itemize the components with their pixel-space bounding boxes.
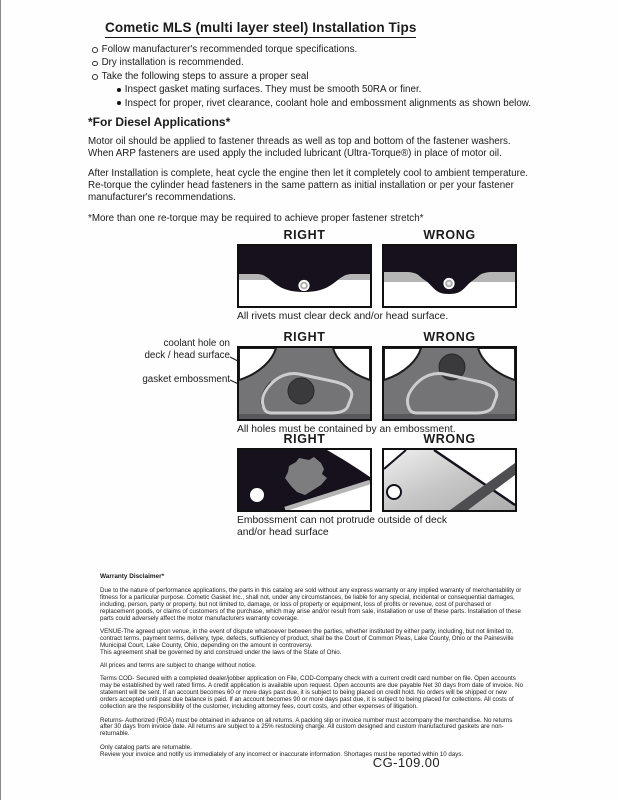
list-item-text: Follow manufacturer's recommended torque specifications. (101, 44, 358, 55)
page-title: Cometic MLS (multi layer steel) Installation Tips (105, 20, 416, 38)
figure-coolant-holes (237, 330, 517, 436)
warranty-paragraph: Returns- Authorized (RGA) must be obtained in advance on all returns. A packing slip or invoice number must accompany the merchandise. No returns after 30 days from invoice date. All returns are subject to a 25% restocking charge. All custom designed and custom manufactured gaskets are non-returnable. (100, 716, 513, 738)
annotation-text: coolant hole on (163, 338, 230, 349)
figure-boxes (237, 244, 517, 308)
coolant-wrong-art (384, 348, 515, 419)
document-code: CG-109.00 (372, 755, 440, 770)
list-item (117, 97, 547, 110)
warranty-text: VENUE-The agreed upon venue, in the event of dispute whatsoever between the parties, whether instituted by either party, including, but not limited to, contract terms, payment terms, delivery, type, defects, sufficiency of product, shall be the Court of Common Pleas, Lake County, Ohio or the Painesville Municipal Court, Lake County, Ohio, depending on the amount in controversy. (100, 627, 514, 649)
rivet-wrong-art (384, 246, 515, 306)
paragraph: After Installation is complete, heat cycle the engine then let it completely cool to ambient temperature. Re-torque the cylinder head fasteners in the same pattern as initial installation or per your fastener manufacturer's recommendations. (88, 168, 529, 203)
coolant-right-art (239, 348, 370, 419)
figure-rivet-clearance (237, 228, 517, 323)
paragraph: Motor oil should be applied to fastener threads as well as top and bottom of the fastener washers. When ARP fasteners are used apply the included lubricant (Ultra-Torque®) in place of motor oil. (88, 135, 511, 159)
warranty-text: This agreement shall be governed by and construed under the laws of the State of Ohio. (100, 648, 342, 656)
warranty-text: Review your invoice and notify us immediately of any incorrect or inaccurate information. Shortages must be reported within 10 days. (100, 750, 464, 758)
embossment-wrong-art (384, 450, 515, 510)
rivet-right-diagram (237, 244, 372, 308)
installation-tips-list (92, 43, 547, 110)
warranty-paragraph: Due to the nature of performance applications, the parts in this catalog are sold without any express warranty or any implied warranty of merchantability or fitness for a particular purpose. Cometic Gasket Inc., shall not, under any circumstances, be liable for any special, incidental or consequential damages, including, person, party or property, but not limited to, damage, or loss of property or equipment, loss of profits or revenue, cost of purchased or replacement goods, or claims of customers of the purchase, which may arise and/or result from sale, installation or use of these parts. Installation of these parts could adversely affect the motor manufacturers warranty coverage. (100, 586, 522, 622)
embossment-caption (237, 515, 517, 539)
figure-labels (237, 228, 517, 242)
section-heading: *For Diesel Applications* (88, 115, 231, 129)
list-item (117, 83, 547, 96)
right-label: RIGHT (283, 330, 326, 344)
right-label: RIGHT (283, 432, 326, 446)
coolant-right-diagram (237, 346, 372, 421)
embossment-wrong-diagram (382, 448, 517, 512)
figure-annotations (105, 338, 230, 386)
list-item-text: Inspect gasket mating surfaces. They must be smooth 50RA or finer. (124, 84, 422, 96)
list-item-text: Dry installation is recommended. (101, 57, 244, 69)
list-item-text: Inspect for proper, rivet clearance, coolant hole and embossment alignments as shown below. (124, 97, 532, 109)
open-circle-bullet-icon (92, 74, 98, 80)
warranty-paragraph: Terms COD- Secured with a completed dealer/jobber application on File, COD-Company check with a current credit card number on file. Open accounts may be established by well rated firms. A credit application is available upon request. Open accounts are due payable Net 30 days from date of invoice. No statement will be sent. If an account becomes 60 or more days past due, it is subject to being placed on credit hold. No orders will be shipped or new orders accepted until past due balance is paid. If an account becomes 90 or more days past due, it is subject to being placed for collections. All costs of collection are the responsibility of the customer, including attorney fees, court costs, and other expenses of litigation. (100, 675, 524, 711)
filled-bullet-icon (117, 88, 121, 92)
open-circle-bullet-icon (92, 61, 98, 67)
warranty-paragraph: All prices and terms are subject to change without notice. (100, 662, 257, 670)
figure-embossment-protrusion (237, 432, 517, 539)
coolant-wrong-diagram (382, 346, 517, 421)
list-item (92, 43, 547, 56)
figure-labels (237, 330, 517, 344)
filled-bullet-icon (117, 101, 121, 105)
open-circle-bullet-icon (92, 47, 98, 53)
embossment-right-art (239, 450, 370, 510)
caption-line: and/or head surface (237, 527, 329, 538)
wrong-label: WRONG (423, 330, 476, 344)
note-text: *More than one re-torque may be required to achieve proper fastener stretch* (88, 212, 424, 224)
caption-line: Embossment can not protrude outside of deck (237, 515, 448, 526)
annotation-text: deck / head surface (144, 349, 230, 361)
rivet-right-art (239, 246, 370, 306)
rivet-wrong-diagram (382, 244, 517, 308)
warranty-text: Only catalog parts are returnable. (100, 743, 192, 751)
warranty-disclaimer-section (100, 574, 524, 765)
figure-labels (237, 432, 517, 446)
wrong-label: WRONG (423, 432, 476, 446)
list-item-text: Take the following steps to assure a proper seal (101, 70, 309, 82)
annotation-text: gasket embossment (142, 374, 230, 386)
embossment-right-diagram (237, 448, 372, 512)
scan-edge-line (0, 0, 1, 800)
warranty-paragraph (100, 629, 524, 657)
right-label: RIGHT (283, 228, 326, 242)
list-item (92, 70, 547, 83)
holes-caption: All holes must be contained by an embossment. (237, 424, 456, 435)
wrong-label: WRONG (423, 228, 476, 242)
figure-boxes (237, 346, 517, 421)
rivets-caption: All rivets must clear deck and/or head surface. (237, 311, 449, 322)
list-item (92, 56, 547, 69)
warranty-heading: Warranty Disclaimer* (100, 573, 165, 580)
diesel-applications-section (88, 117, 528, 234)
figure-boxes (237, 448, 517, 512)
